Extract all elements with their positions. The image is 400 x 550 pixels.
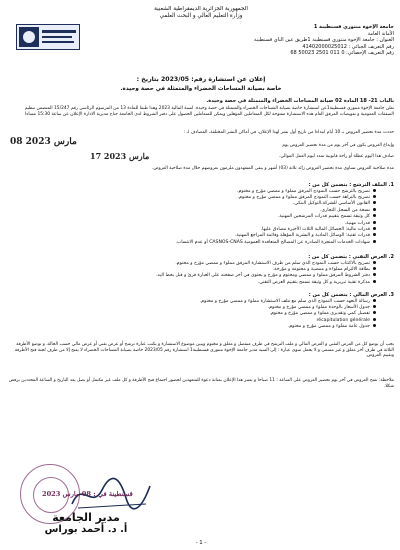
announcement-subtitle: خاصة بصيانة المساحات الخضراء والمتمثلة في حصة وحيدة. — [120, 86, 282, 92]
list-item: تصريح بالترشح حسب النموذج المرفق مملوء و ممضي مؤرخ و مختوم. — [8, 189, 394, 195]
bullet-icon — [373, 299, 376, 302]
list-item: تصريح بالاكتتاب حسب النموذج الذي سلم من طرف الاستشارة المرفق مملوء و ممضي مؤرخ و مختوم. — [8, 261, 394, 267]
institution-line-1: جامعة الإخوة منتوري قسنطينة 1 — [313, 24, 394, 30]
institution-line-2: الأمانة العامة — [367, 30, 394, 37]
bullet-icon — [373, 311, 376, 314]
deposit-paragraph: وإيداع العروض يكون في آخر يوم من مدة تحضير العروض يوم — [282, 143, 394, 148]
bullet-icon — [373, 221, 376, 224]
list-item: تفصيل كمي وتقديري مملوء و ممضي مؤرخ و مختوم. — [8, 311, 394, 317]
technical-offer-section — [8, 254, 394, 286]
bullet-icon — [373, 201, 376, 204]
bullet-icon — [373, 189, 376, 192]
list-item: نسخة من السجل التجاري. — [8, 208, 394, 214]
bullet-icon — [373, 261, 376, 264]
closing-paragraph: يجب أن يوضع كل من العرض التقني و العرض المالي و ملف الترشح في ظرف منفصل و مغلق و مختوم ويبين موضوع الاستشارة و يكتب عبارة ترشح أو عرض تقني أو عرض مالي حسب الحالة، و توضع الأظرفة الثلاثة في ظرف آخر مغلق و غير مسمى و لا يحمل سوى عبارة : إلى السيد مدير جامعة الإخوة منتوري قسنطينة1 استشارة رقم 2023/05 خاصة بصيانة المساحات الخضراء لا يفتح إلا من طرف لجنة فتح الأظرفة وتقييم العروض. — [14, 342, 394, 359]
list-item: قدرات تقنية: الوسائل المادية و البشرية المؤهلة وقائمة المراجع المهنية. — [8, 233, 394, 239]
announcement-title: إعلان عن استشارة رقم: 2023/05 بتاريخ : — [136, 76, 266, 83]
technical-offer-list — [8, 261, 394, 287]
country-ministry-header — [8, 6, 394, 20]
bullet-icon — [373, 280, 376, 283]
list-item: بطاقة الالتزام مملوءة و ممضية و مختومة و مؤرخة. — [8, 267, 394, 273]
opening-paragraph: ملاحظة: تفتح العروض في آخر يوم تحضير العروض على الساعة : 11 صباحا و يعتبر هذا الإعلان بمثابة دعوة للمتعهدين لحضور اجتماع فتح الأظرفة و كل ملف غير مكتمل أو يصل بعد التاريخ و الساعة المحددين يرفض شكلا. — [8, 378, 394, 389]
list-item: دفتر الشروط المرفق مملوء و ممضي ومختوم و مؤرخ و يحتوي في آخر صفحته على العبارة قرئ و قبل بخط اليد. — [8, 273, 394, 279]
bullet-icon — [373, 214, 376, 217]
list-item: كل وثيقة تسمح بتقييم قدرات المرشحين المهنية. — [8, 214, 394, 220]
signatory-name: أ. د. أحمد بوراس — [44, 524, 128, 535]
application-file-list — [8, 189, 394, 247]
list-item: مذكرة تقنية تبريرية و كل وثيقة تسمح بتقييم العرض التقني. — [8, 280, 394, 286]
deposit-paragraph-2: صادف هذا اليوم عطلة أو راحة قانونية تمدد ليوم العمل الموالي. — [278, 154, 394, 159]
financial-offer-list — [8, 299, 394, 331]
institution-line-3: العنوان : جامعة الإخوة منتوري قسنطينة 1طريق عين الباي قسنطينة — [254, 37, 394, 43]
bullet-icon — [373, 227, 376, 230]
ministry-name: وزارة التعليم العالي و البحث العلمي — [159, 13, 243, 19]
financial-offer-title: 3. العرض المالي : يتضمن كل من : — [308, 292, 394, 298]
list-item: جدول الأسعار بالوحدة مملوء و ممضي مؤرخ و مختوم. — [8, 305, 394, 311]
list-item: قدرات مالية: الحصائل المالية الثلاث الأخيرة مصادق عليها. — [8, 227, 394, 233]
institution-header — [94, 24, 394, 57]
logo-icon — [18, 26, 78, 48]
intro-paragraph: تعلن جامعة الإخوة منتوري قسنطينة1عن استشارة خاصة بصيانة المساحات الخضراء والمتمثلة في حصة وحيدة. لسنة المالية 2023 وهذا طبقا للمادة 13 من المرسوم الرئاسي رقم 15/247 المتضمن تنظيم الصفقات العمومية و تفويضات المرفق العام هذه الاستشارة مفتوحة لكل المتعاملين المؤهلين ويمكن للمتعاملين الحصول على دفتر الشروط لدى الجامعة جناح مديرية الادارة الإعلان عن ساعة 15:30 مساءا — [24, 106, 394, 117]
list-item: رسالة التعهد حسب النموذج الذي سلم مع ملف الاستشارة مملوء و ممضي مؤرخ و مختوم. — [8, 299, 394, 305]
bullet-icon — [373, 324, 376, 327]
bullet-icon — [373, 240, 376, 243]
page-number: - 1 - — [195, 540, 207, 546]
list-item: القانون الأساسي للشركة،التوكيل البنكي. — [8, 201, 394, 207]
bullet-icon — [373, 195, 376, 198]
bullet-icon — [373, 233, 376, 236]
country-name: الجمهورية الجزائرية الديمقراطية الشعبية — [154, 6, 248, 12]
bullet-icon — [373, 273, 376, 276]
institution-line-5: رقم التعريف الإحصائي: 0 011 2501 50023 68 — [290, 50, 394, 56]
bullet-icon — [373, 267, 376, 270]
financial-offer-section — [8, 292, 394, 331]
validity-paragraph: مدة صلاحية العروض تساوي مدة تحضير العروض زائد ثلاثة (03) أشهر و يبقى المتعهدون ملزمون بعروضهم خلال مدة صلاحية العروض. — [151, 166, 394, 171]
signature-city-date: قسنطينة في : 08 مارس 2023 — [42, 490, 133, 498]
institution-line-4: رقم التعريف الجبائي : 41402000025012 — [302, 43, 394, 50]
university-logo — [16, 24, 80, 50]
bullet-icon — [373, 208, 376, 211]
bullet-icon — [373, 318, 376, 321]
list-item: شهادات الخدمات المنجزة الصادرة عن المصالح المتعاقدة العمومية CASNOS-CNAS أو عدم الانتساب. — [8, 240, 394, 246]
document-page — [8, 6, 394, 546]
application-file-section — [8, 182, 394, 246]
bullet-icon — [373, 305, 376, 308]
list-item: récapitulation générale — [8, 318, 394, 324]
deadline-date-handwritten: 08 مارس 2023 — [10, 137, 77, 147]
section-heading: بالباب 21- 18 المادة 02 صيانة المساحات الخضراء والمتمثلة في حصة وحيدة. — [206, 98, 394, 104]
deadline-paragraph: حددت مدة تحضير العروض بـ 10 أيام ابتداءا من تاريخ أول نشر لهذا الإعلان، في أماكن النشر المختلفة، المصادف لـ : — [183, 130, 394, 135]
application-file-title: 1. الملف الترشح : يتضمن كل من : — [308, 182, 394, 188]
deposit-date-handwritten: 17 مارس 2023 — [90, 151, 150, 161]
list-item: جدول عامة مملوء و ممضي مؤرخ و مختوم. — [8, 324, 394, 330]
list-item: قدرات مهنية. — [8, 221, 394, 227]
list-item: تصريح بالنزاهة حسب النموذج المرفق مملوء و ممضي مؤرخ و مختوم. — [8, 195, 394, 201]
signatory-title: مدير الجامعة — [52, 511, 120, 524]
technical-offer-title: 2. العرض التقني : يتضمن كل من : — [308, 254, 394, 260]
